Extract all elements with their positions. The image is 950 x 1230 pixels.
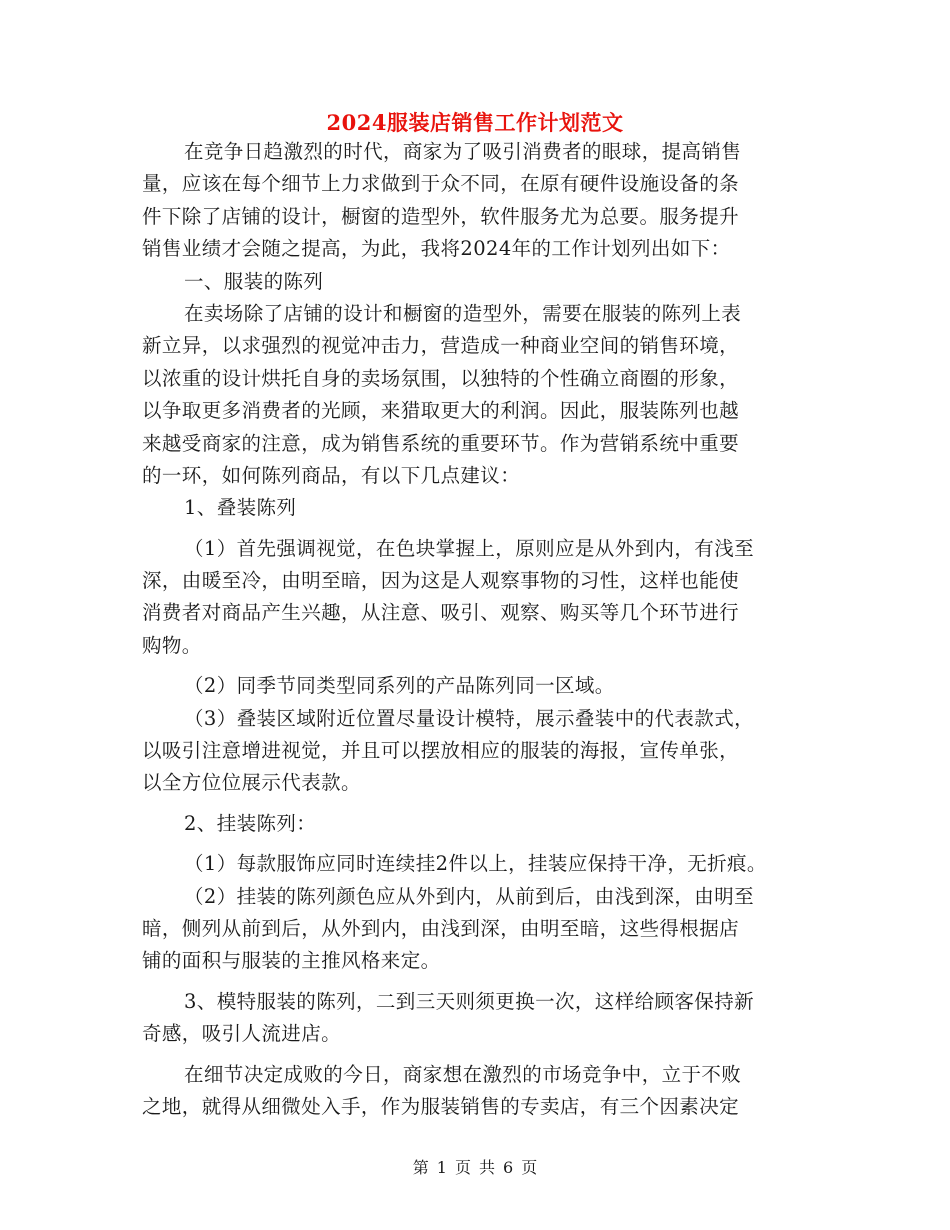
paragraph-line: 3、模特服装的陈列，二到三天则须更换一次，这样给顾客保持新 [184,989,755,1013]
paragraph-line: 以浓重的设计烘托自身的卖场氛围，以独特的个性确立商圈的形象， [142,366,740,390]
page-label-mid: 页 [454,1158,471,1177]
paragraph-line: （2）同季节同类型同系列的产品陈列同一区域。 [184,674,615,698]
paragraph-line: （1）首先强调视觉，在色块掌握上，原则应是从外到内，有浅至 [184,536,755,560]
paragraph-line: （1）每款服饰应同时连续挂2件以上，挂装应保持干净，无折痕。 [184,852,767,876]
paragraph-line: 销售业绩才会随之提高，为此，我将2024年的工作计划列出如下： [142,237,731,261]
paragraph-line: 件下除了店铺的设计，橱窗的造型外，软件服务尤为总要。服务提升 [142,204,740,228]
paragraph-line: 购物。 [142,633,202,657]
paragraph-line: 以争取更多消费者的光顾，来猎取更大的利润。因此，服装陈列也越 [142,399,740,423]
paragraph-line: （2）挂装的陈列颜色应从外到内，从前到后，由浅到深，由明至 [184,884,755,908]
paragraph-line: （3）叠装区域附近位置尽量设计模特，展示叠装中的代表款式， [184,706,755,730]
paragraph-line: 的一环，如何陈列商品，有以下几点建议： [142,463,521,487]
paragraph-line: 来越受商家的注意，成为销售系统的重要环节。作为营销系统中重要 [142,431,740,455]
paragraph-line: 消费者对商品产生兴趣，从注意、吸引、观察、购买等几个环节进行 [142,601,740,625]
paragraph-line: 新立异，以求强烈的视觉冲击力，营造成一种商业空间的销售环境， [142,334,740,358]
paragraph-line: 在卖场除了店铺的设计和橱窗的造型外，需要在服装的陈列上表 [184,301,742,325]
page-label-total-prefix: 共 [479,1158,496,1177]
paragraph-line: 以吸引注意增进视觉，并且可以摆放相应的服装的海报，宣传单张， [142,739,740,763]
paragraph-line: 量，应该在每个细节上力求做到于众不同，在原有硬件设施设备的条 [142,172,740,196]
paragraph-line: 在竞争日趋激烈的时代，商家为了吸引消费者的眼球，提高销售 [184,140,742,163]
page-total: 6 [503,1158,514,1177]
paragraph-line: 之地，就得从细微处入手，作为服装销售的专卖店，有三个因素决定 [142,1094,740,1118]
document-body [142,136,822,1123]
page-label-suffix: 页 [521,1158,538,1177]
subsection-heading: 1、叠装陈列 [184,496,297,520]
page-label-prefix: 第 [412,1158,429,1177]
paragraph-line: 以全方位位展示代表款。 [142,771,361,795]
page-current: 1 [436,1158,447,1177]
paragraph-line: 铺的面积与服装的主推风格来定。 [142,949,441,973]
subsection-heading: 2、挂装陈列： [184,811,317,835]
paragraph-line: 在细节决定成败的今日，商家想在激烈的市场竞争中，立于不败 [184,1062,742,1086]
paragraph-line: 暗，侧列从前到后，从外到内，由浅到深，由明至暗，这些得根据店 [142,916,740,940]
page-footer [0,1156,950,1180]
paragraph-line: 深，由暖至冷，由明至暗，因为这是人观察事物的习性，这样也能使 [142,569,740,593]
paragraph-line: 奇感，吸引人流进店。 [142,1022,342,1046]
document-title: 2024服装店销售工作计划范文 [326,110,624,135]
section-heading: 一、服装的陈列 [184,269,324,293]
